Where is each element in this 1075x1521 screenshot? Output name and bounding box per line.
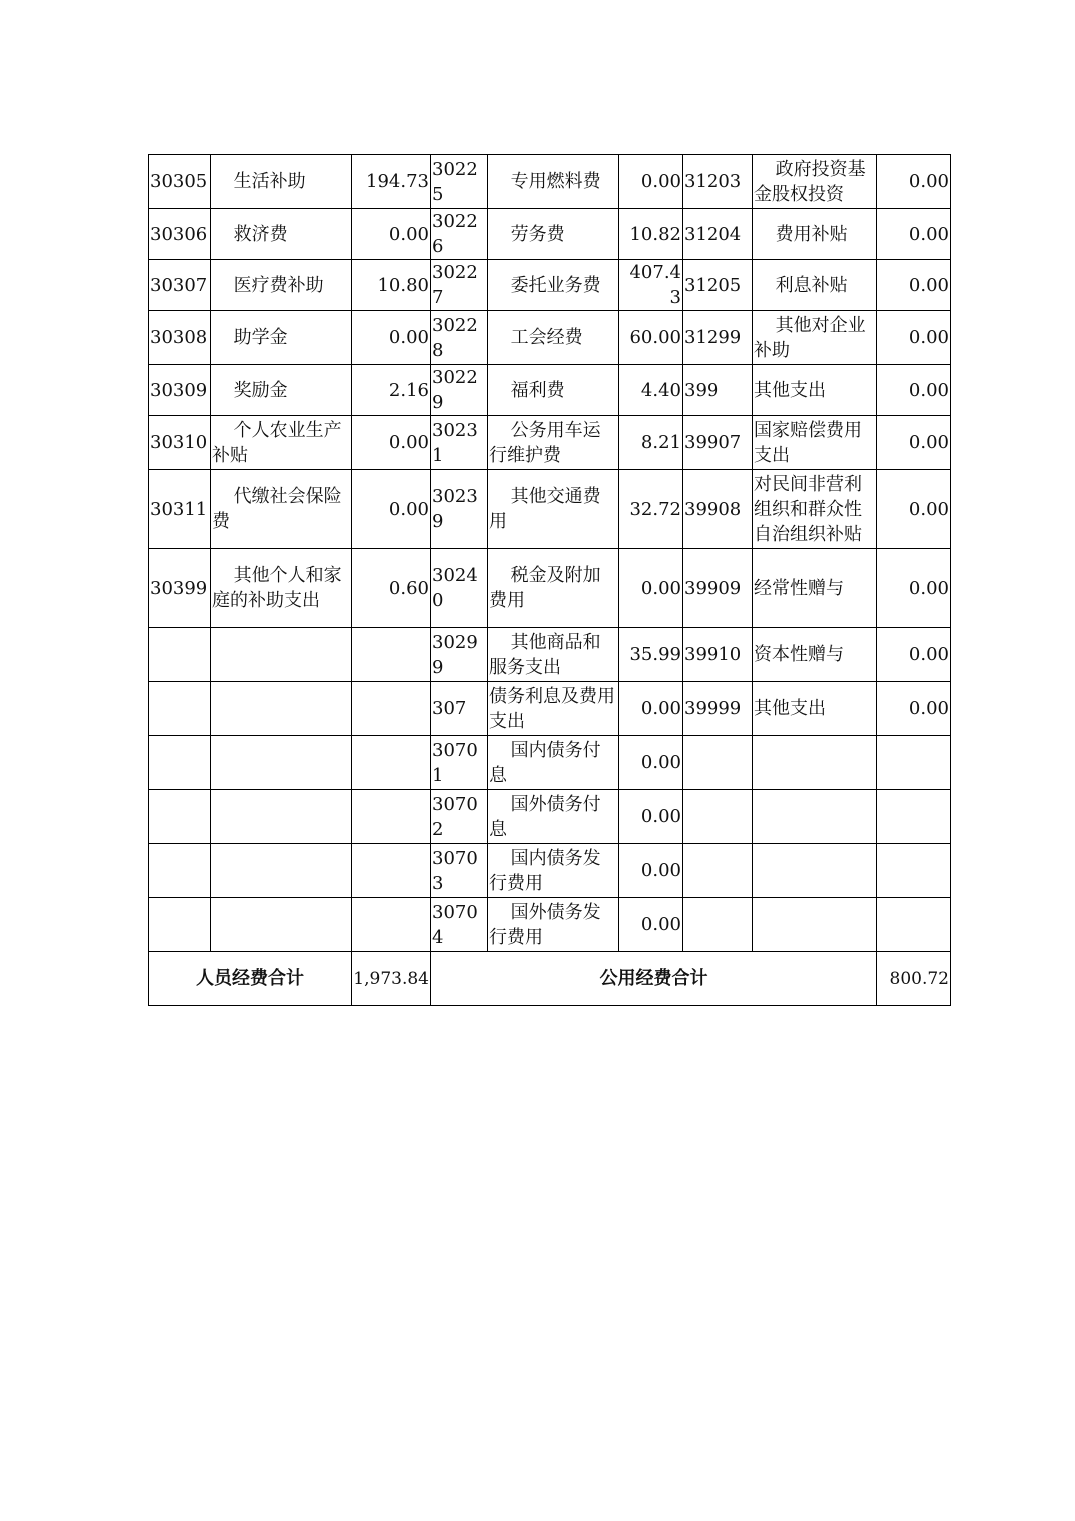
- item-name-cell: 其他商品和服务支出: [488, 628, 619, 682]
- code-cell: 30231: [431, 416, 488, 470]
- item-name-cell: 助学金: [211, 311, 352, 365]
- item-name-cell: [211, 844, 352, 898]
- item-name-cell: 政府投资基金股权投资: [753, 155, 877, 209]
- code-cell: [683, 844, 753, 898]
- item-name-cell: 其他个人和家庭的补助支出: [211, 549, 352, 628]
- amount-cell: [877, 790, 951, 844]
- item-name-cell: 国外债务发行费用: [488, 898, 619, 952]
- item-name-cell: 福利费: [488, 365, 619, 416]
- amount-cell: 0.00: [877, 209, 951, 260]
- item-name-cell: 资本性赠与: [753, 628, 877, 682]
- table-row: [149, 628, 951, 682]
- table-row: [149, 898, 951, 952]
- code-cell: 39907: [683, 416, 753, 470]
- table-row: [149, 470, 951, 549]
- item-name-cell: 工会经费: [488, 311, 619, 365]
- item-name-cell: [753, 790, 877, 844]
- item-name-cell: 医疗费补助: [211, 260, 352, 311]
- item-name-cell: [753, 898, 877, 952]
- code-cell: 30310: [149, 416, 211, 470]
- amount-cell: 0.00: [352, 470, 431, 549]
- code-cell: 30227: [431, 260, 488, 311]
- code-cell: 30702: [431, 790, 488, 844]
- amount-cell: 35.99: [619, 628, 683, 682]
- amount-cell: 0.00: [877, 470, 951, 549]
- amount-cell: 10.80: [352, 260, 431, 311]
- item-name-cell: 费用补贴: [753, 209, 877, 260]
- item-name-cell: 奖励金: [211, 365, 352, 416]
- item-name-cell: [211, 898, 352, 952]
- table-body: [149, 155, 951, 1006]
- table-row: [149, 549, 951, 628]
- item-name-cell: 公务用车运行维护费: [488, 416, 619, 470]
- code-cell: 30306: [149, 209, 211, 260]
- item-name-cell: 经常性赠与: [753, 549, 877, 628]
- amount-cell: 0.00: [619, 155, 683, 209]
- amount-cell: 407.43: [619, 260, 683, 311]
- code-cell: [149, 628, 211, 682]
- item-name-cell: 债务利息及费用支出: [488, 682, 619, 736]
- amount-cell: 0.60: [352, 549, 431, 628]
- code-cell: [149, 898, 211, 952]
- item-name-cell: 国家赔偿费用支出: [753, 416, 877, 470]
- code-cell: 307: [431, 682, 488, 736]
- amount-cell: 0.00: [619, 736, 683, 790]
- amount-cell: 0.00: [877, 682, 951, 736]
- expenditure-table: [148, 154, 951, 1006]
- code-cell: 30228: [431, 311, 488, 365]
- amount-cell: 8.21: [619, 416, 683, 470]
- amount-cell: [877, 736, 951, 790]
- item-name-cell: 生活补助: [211, 155, 352, 209]
- table-row: [149, 416, 951, 470]
- item-name-cell: 其他支出: [753, 682, 877, 736]
- table-row: [149, 155, 951, 209]
- table-row: [149, 682, 951, 736]
- amount-cell: [352, 736, 431, 790]
- code-cell: 30311: [149, 470, 211, 549]
- code-cell: 30399: [149, 549, 211, 628]
- code-cell: 30239: [431, 470, 488, 549]
- code-cell: 30309: [149, 365, 211, 416]
- code-cell: 39999: [683, 682, 753, 736]
- table-row: [149, 260, 951, 311]
- amount-cell: 0.00: [619, 790, 683, 844]
- code-cell: 31205: [683, 260, 753, 311]
- amount-cell: 0.00: [877, 155, 951, 209]
- code-cell: 30308: [149, 311, 211, 365]
- personnel-total-label: 人员经费合计: [149, 952, 352, 1006]
- amount-cell: 32.72: [619, 470, 683, 549]
- totals-row: [149, 952, 951, 1006]
- item-name-cell: 专用燃料费: [488, 155, 619, 209]
- amount-cell: 0.00: [352, 416, 431, 470]
- table-row: [149, 844, 951, 898]
- amount-cell: 0.00: [877, 549, 951, 628]
- item-name-cell: [753, 844, 877, 898]
- code-cell: 30704: [431, 898, 488, 952]
- public-total-label: 公用经费合计: [431, 952, 877, 1006]
- code-cell: 30299: [431, 628, 488, 682]
- amount-cell: 0.00: [619, 844, 683, 898]
- amount-cell: 0.00: [877, 311, 951, 365]
- amount-cell: 0.00: [352, 311, 431, 365]
- code-cell: 39908: [683, 470, 753, 549]
- code-cell: [149, 736, 211, 790]
- code-cell: 39909: [683, 549, 753, 628]
- item-name-cell: 国内债务发行费用: [488, 844, 619, 898]
- code-cell: [683, 736, 753, 790]
- amount-cell: [352, 844, 431, 898]
- item-name-cell: 利息补贴: [753, 260, 877, 311]
- amount-cell: [352, 628, 431, 682]
- code-cell: 31299: [683, 311, 753, 365]
- amount-cell: [877, 844, 951, 898]
- amount-cell: [352, 898, 431, 952]
- code-cell: [149, 844, 211, 898]
- table-row: [149, 736, 951, 790]
- item-name-cell: [211, 790, 352, 844]
- item-name-cell: 劳务费: [488, 209, 619, 260]
- amount-cell: [352, 790, 431, 844]
- amount-cell: [877, 898, 951, 952]
- amount-cell: 0.00: [619, 682, 683, 736]
- item-name-cell: [753, 736, 877, 790]
- item-name-cell: [211, 736, 352, 790]
- amount-cell: 194.73: [352, 155, 431, 209]
- amount-cell: 4.40: [619, 365, 683, 416]
- table-row: [149, 209, 951, 260]
- code-cell: [683, 790, 753, 844]
- amount-cell: [352, 682, 431, 736]
- item-name-cell: 国外债务付息: [488, 790, 619, 844]
- code-cell: [683, 898, 753, 952]
- personnel-total-value: 1,973.84: [352, 952, 431, 1006]
- public-total-value: 800.72: [877, 952, 951, 1006]
- item-name-cell: 其他支出: [753, 365, 877, 416]
- amount-cell: 10.82: [619, 209, 683, 260]
- item-name-cell: 代缴社会保险费: [211, 470, 352, 549]
- code-cell: 30703: [431, 844, 488, 898]
- amount-cell: 0.00: [877, 628, 951, 682]
- item-name-cell: 个人农业生产补贴: [211, 416, 352, 470]
- amount-cell: 0.00: [352, 209, 431, 260]
- table-row: [149, 365, 951, 416]
- code-cell: 30226: [431, 209, 488, 260]
- item-name-cell: 税金及附加费用: [488, 549, 619, 628]
- table-row: [149, 790, 951, 844]
- item-name-cell: 救济费: [211, 209, 352, 260]
- item-name-cell: 国内债务付息: [488, 736, 619, 790]
- table-row: [149, 311, 951, 365]
- amount-cell: 0.00: [877, 365, 951, 416]
- code-cell: 30229: [431, 365, 488, 416]
- code-cell: 30240: [431, 549, 488, 628]
- code-cell: 31204: [683, 209, 753, 260]
- code-cell: 30305: [149, 155, 211, 209]
- amount-cell: 60.00: [619, 311, 683, 365]
- item-name-cell: 其他交通费用: [488, 470, 619, 549]
- amount-cell: 0.00: [877, 416, 951, 470]
- code-cell: 39910: [683, 628, 753, 682]
- item-name-cell: 对民间非营利组织和群众性自治组织补贴: [753, 470, 877, 549]
- item-name-cell: 委托业务费: [488, 260, 619, 311]
- code-cell: 30225: [431, 155, 488, 209]
- code-cell: 31203: [683, 155, 753, 209]
- code-cell: [149, 790, 211, 844]
- code-cell: [149, 682, 211, 736]
- amount-cell: 0.00: [877, 260, 951, 311]
- code-cell: 30307: [149, 260, 211, 311]
- amount-cell: 0.00: [619, 898, 683, 952]
- item-name-cell: [211, 682, 352, 736]
- code-cell: 30701: [431, 736, 488, 790]
- amount-cell: 2.16: [352, 365, 431, 416]
- item-name-cell: [211, 628, 352, 682]
- item-name-cell: 其他对企业补助: [753, 311, 877, 365]
- code-cell: 399: [683, 365, 753, 416]
- amount-cell: 0.00: [619, 549, 683, 628]
